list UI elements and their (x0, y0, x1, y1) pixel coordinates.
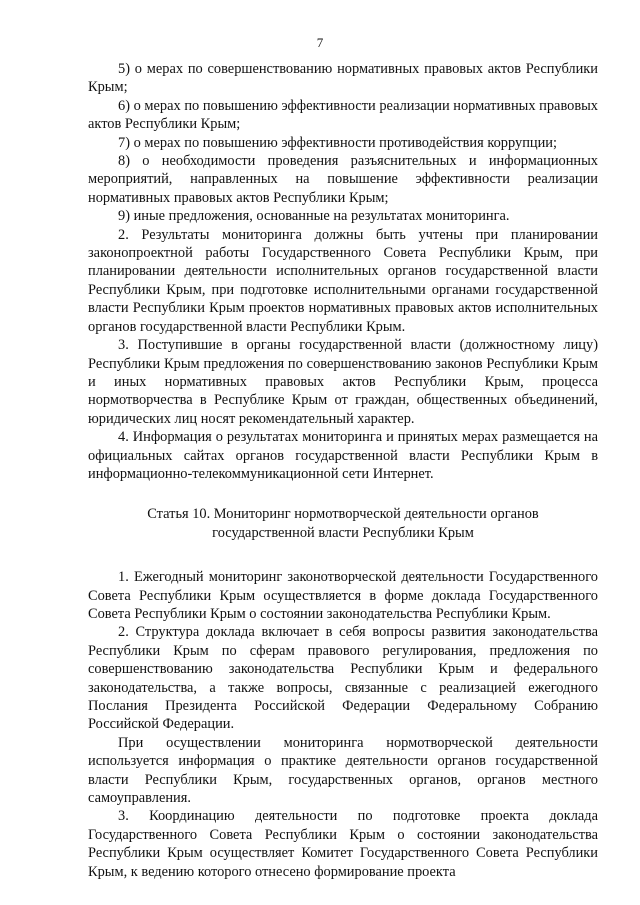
paragraph: 3. Поступившие в органы государственной власти (должностному лицу) Республики Крым предложения по совершенствованию законов Республики Крым и иных нормативных правовых актов Республики Крым, процесса нормотворчества в Республике Крым от граждан, общественных объединений, юридических лиц носят рекомендательный характер. (88, 337, 598, 427)
article-heading-line1: Статья 10. Мониторинг нормотворческой деятельности органов (147, 506, 539, 523)
list-item: 6) о мерах по повышению эффективности реализации нормативных правовых актов Республики Крым; (88, 97, 598, 133)
paragraph: 4. Информация о результатах мониторинга и принятых мерах размещается на официальных сайтах органов государственной власти Республики Крым в информационно-телекоммуникационной сети Интернет. (88, 429, 598, 482)
document-body (88, 60, 598, 881)
article-heading (88, 505, 598, 542)
list-item: 7) о мерах по повышению эффективности противодействия коррупции; (118, 134, 558, 151)
spacer (88, 542, 598, 568)
paragraph: 2. Структура доклада включает в себя вопросы развития законодательства Республики Крым по сферам правового регулирования, предложения по совершенствованию законодательства Республики Крым и федерального законодательства, а также вопросы, связанные с реализацией ежегодного Послания Президента Российской Федерации Федеральному Собранию Российской Федерации. (88, 624, 598, 733)
paragraph: При осуществлении мониторинга нормотворческой деятельности используется информация о практике деятельности органов государственной власти Республики Крым, государственных органов, органов местного самоуправления. (88, 734, 598, 807)
list-item: 8) о необходимости проведения разъяснительных и информационных мероприятий, направленных на повышение эффективности реализации нормативных правовых актов Республики Крым; (88, 153, 598, 206)
paragraph: 2. Результаты мониторинга должны быть учтены при планировании законопроектной работы Государственного Совета Республики Крым, при планировании деятельности исполнительных органов государственной власти Республики Крым, при подготовке исполнительными органами государственной власти Республики Крым проектов нормативных правовых актов исполнительных органов государственной власти Республики Крым. (88, 226, 598, 335)
spacer (88, 483, 598, 505)
list-item: 5) о мерах по совершенствованию нормативных правовых актов Республики Крым; (88, 61, 598, 96)
article-heading-line2: государственной власти Республики Крым (212, 524, 474, 541)
page-number: 7 (316, 35, 324, 50)
paragraph: 3. Координацию деятельности по подготовке проекта доклада Государственного Совета Республики Крым о состоянии законодательства Республики Крым осуществляет Комитет Государственного Совета Республики Крым, к ведению которого отнесено формирование проекта (88, 808, 598, 880)
list-item: 9) иные предложения, основанные на результатах мониторинга. (118, 208, 510, 225)
paragraph: 1. Ежегодный мониторинг законотворческой деятельности Государственного Совета Республики Крым осуществляется в форме доклада Государственного Совета Республики Крым о состоянии законодательства Республики Крым. (88, 569, 598, 622)
